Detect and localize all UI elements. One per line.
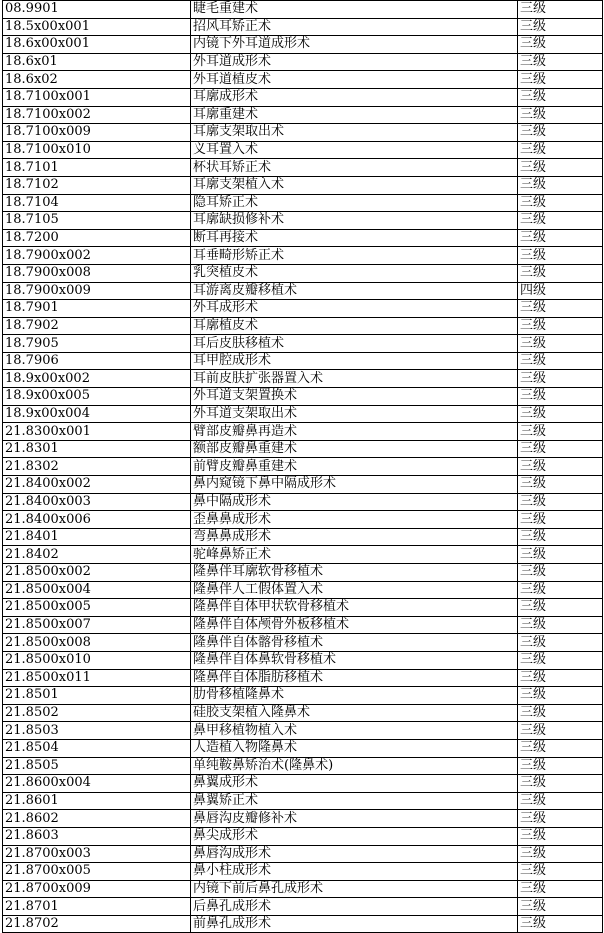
procedure-name-cell: 额部皮瓣鼻重建术 [191,440,518,458]
procedure-name-cell: 人造植入物隆鼻术 [191,739,518,757]
table-row [3,669,603,687]
surgery-grade-cell: 三级 [518,827,603,845]
surgery-grade-cell: 三级 [518,71,603,89]
table-row [3,651,603,669]
procedure-code-cell: 18.9x00x005 [3,388,191,406]
procedure-code-cell: 18.7900x009 [3,282,191,300]
surgery-grade-cell: 三级 [518,616,603,634]
surgery-grade-cell: 三级 [518,651,603,669]
procedure-name-cell: 耳廓支架植入术 [191,176,518,194]
table-row [3,792,603,810]
procedure-code-cell: 18.6x02 [3,71,191,89]
table-row [3,212,603,230]
procedure-name-cell: 鼻翼成形术 [191,775,518,793]
procedure-name-cell: 鼻唇沟皮瓣修补术 [191,810,518,828]
table-row [3,458,603,476]
surgery-grade-cell: 三级 [518,704,603,722]
surgery-grade-cell: 三级 [518,581,603,599]
table-row [3,106,603,124]
table-row [3,405,603,423]
procedure-name-cell: 隆鼻伴自体甲状软骨移植术 [191,599,518,617]
procedure-code-cell: 21.8400x002 [3,476,191,494]
table-row [3,1,603,19]
procedure-code-cell: 21.8400x003 [3,493,191,511]
procedure-name-cell: 义耳置入术 [191,141,518,159]
surgery-grade-cell: 三级 [518,564,603,582]
procedure-name-cell: 前鼻孔成形术 [191,915,518,933]
procedure-code-cell: 18.7902 [3,317,191,335]
surgery-grade-cell: 三级 [518,458,603,476]
surgery-grade-cell: 三级 [518,528,603,546]
procedure-code-cell: 21.8500x004 [3,581,191,599]
procedure-name-cell: 肋骨移植隆鼻术 [191,687,518,705]
table-row [3,476,603,494]
procedure-name-cell: 鼻中隔成形术 [191,493,518,511]
table-row [3,71,603,89]
procedure-name-cell: 隆鼻伴自体颅骨外板移植术 [191,616,518,634]
surgery-grade-cell: 三级 [518,739,603,757]
table-row [3,739,603,757]
procedure-code-cell: 21.8500x008 [3,634,191,652]
procedure-code-cell: 21.8500x005 [3,599,191,617]
table-row [3,440,603,458]
procedure-code-cell: 21.8500x010 [3,651,191,669]
procedure-name-cell: 内镜下外耳道成形术 [191,36,518,54]
procedure-name-cell: 硅胶支架植入隆鼻术 [191,704,518,722]
procedure-code-cell: 18.6x01 [3,53,191,71]
table-row [3,36,603,54]
procedure-name-cell: 外耳道支架取出术 [191,405,518,423]
table-row [3,528,603,546]
surgery-grade-cell: 三级 [518,722,603,740]
surgery-grade-cell: 三级 [518,141,603,159]
procedure-code-cell: 21.8401 [3,528,191,546]
table-row [3,845,603,863]
table-row [3,176,603,194]
table-row [3,898,603,916]
surgery-grade-cell: 三级 [518,159,603,177]
table-row [3,827,603,845]
table-row [3,317,603,335]
procedure-code-cell: 18.9x00x002 [3,370,191,388]
procedure-code-cell: 18.7900x008 [3,264,191,282]
procedure-code-cell: 18.9x00x004 [3,405,191,423]
table-row [3,775,603,793]
surgery-grade-cell: 三级 [518,335,603,353]
procedure-name-cell: 鼻翼矫正术 [191,792,518,810]
procedure-code-cell: 21.8505 [3,757,191,775]
procedure-code-cell: 21.8700x005 [3,863,191,881]
table-row [3,546,603,564]
table-row [3,810,603,828]
surgery-grade-cell: 三级 [518,176,603,194]
table-row [3,722,603,740]
table-row [3,634,603,652]
table-row [3,511,603,529]
procedure-name-cell: 耳廓支架取出术 [191,124,518,142]
procedure-code-cell: 21.8502 [3,704,191,722]
procedure-code-cell: 21.8603 [3,827,191,845]
procedure-code-cell: 08.9901 [3,1,191,19]
procedure-name-cell: 弯鼻鼻成形术 [191,528,518,546]
procedure-code-cell: 18.7101 [3,159,191,177]
procedure-name-cell: 鼻尖成形术 [191,827,518,845]
procedure-name-cell: 单纯鞍鼻矫治术(隆鼻术) [191,757,518,775]
procedure-name-cell: 驼峰鼻矫正术 [191,546,518,564]
procedure-code-cell: 18.6x00x001 [3,36,191,54]
table-row [3,704,603,722]
procedure-name-cell: 隆鼻伴人工假体置入术 [191,581,518,599]
table-body [3,1,603,933]
surgery-grade-cell: 三级 [518,212,603,230]
table-row [3,352,603,370]
surgery-grade-cell: 三级 [518,405,603,423]
surgery-grade-cell: 三级 [518,687,603,705]
procedure-code-cell: 21.8501 [3,687,191,705]
table-row [3,880,603,898]
procedure-code-cell: 21.8503 [3,722,191,740]
procedure-name-cell: 断耳再接术 [191,229,518,247]
procedure-code-cell: 21.8500x007 [3,616,191,634]
table-row [3,581,603,599]
procedure-code-cell: 18.7100x002 [3,106,191,124]
procedure-name-cell: 杯状耳矫正术 [191,159,518,177]
surgery-grade-cell: 三级 [518,247,603,265]
table-row [3,247,603,265]
table-row [3,88,603,106]
procedure-code-cell: 21.8504 [3,739,191,757]
surgery-grade-cell: 三级 [518,775,603,793]
surgery-grade-cell: 三级 [518,300,603,318]
procedure-table-container [2,0,603,933]
table-row [3,229,603,247]
procedure-code-cell: 18.7102 [3,176,191,194]
procedure-name-cell: 隆鼻伴耳廓软骨移植术 [191,564,518,582]
surgery-grade-cell: 三级 [518,264,603,282]
surgery-grade-cell: 三级 [518,599,603,617]
surgery-grade-cell: 三级 [518,388,603,406]
table-row [3,194,603,212]
procedure-name-cell: 隆鼻伴自体髂骨移植术 [191,634,518,652]
procedure-code-cell: 18.7100x001 [3,88,191,106]
procedure-code-cell: 21.8400x006 [3,511,191,529]
procedure-name-cell: 睫毛重建术 [191,1,518,19]
procedure-name-cell: 招风耳矫正术 [191,18,518,36]
surgery-grade-cell: 三级 [518,898,603,916]
table-row [3,300,603,318]
surgery-grade-cell: 三级 [518,880,603,898]
table-row [3,159,603,177]
procedure-name-cell: 耳廓缺损修补术 [191,212,518,230]
surgery-grade-cell: 三级 [518,106,603,124]
surgery-grade-cell: 三级 [518,634,603,652]
table-row [3,335,603,353]
procedure-grade-table [2,0,603,933]
surgery-grade-cell: 三级 [518,810,603,828]
procedure-name-cell: 隐耳矫正术 [191,194,518,212]
table-row [3,18,603,36]
surgery-grade-cell: 三级 [518,511,603,529]
procedure-name-cell: 耳廓重建术 [191,106,518,124]
procedure-code-cell: 18.7105 [3,212,191,230]
surgery-grade-cell: 三级 [518,863,603,881]
procedure-code-cell: 21.8402 [3,546,191,564]
table-row [3,757,603,775]
procedure-name-cell: 耳甲腔成形术 [191,352,518,370]
procedure-code-cell: 21.8700x009 [3,880,191,898]
procedure-code-cell: 18.5x00x001 [3,18,191,36]
table-row [3,493,603,511]
surgery-grade-cell: 三级 [518,1,603,19]
procedure-name-cell: 外耳道支架置换术 [191,388,518,406]
table-row [3,599,603,617]
surgery-grade-cell: 三级 [518,317,603,335]
table-row [3,282,603,300]
surgery-grade-cell: 三级 [518,493,603,511]
surgery-grade-cell: 三级 [518,792,603,810]
procedure-code-cell: 21.8700x003 [3,845,191,863]
procedure-name-cell: 耳后皮肤移植术 [191,335,518,353]
table-row [3,564,603,582]
surgery-grade-cell: 三级 [518,53,603,71]
procedure-code-cell: 18.7900x002 [3,247,191,265]
procedure-name-cell: 耳垂畸形矫正术 [191,247,518,265]
procedure-code-cell: 18.7901 [3,300,191,318]
procedure-code-cell: 21.8500x011 [3,669,191,687]
surgery-grade-cell: 三级 [518,229,603,247]
procedure-code-cell: 21.8602 [3,810,191,828]
table-row [3,616,603,634]
table-row [3,264,603,282]
procedure-code-cell: 21.8600x004 [3,775,191,793]
procedure-code-cell: 18.7100x009 [3,124,191,142]
table-row [3,124,603,142]
surgery-grade-cell: 三级 [518,440,603,458]
procedure-name-cell: 外耳道植皮术 [191,71,518,89]
procedure-code-cell: 18.7100x010 [3,141,191,159]
table-row [3,388,603,406]
table-row [3,863,603,881]
table-row [3,423,603,441]
procedure-name-cell: 耳廓植皮术 [191,317,518,335]
surgery-grade-cell: 三级 [518,476,603,494]
procedure-name-cell: 外耳道成形术 [191,53,518,71]
procedure-code-cell: 21.8701 [3,898,191,916]
procedure-name-cell: 隆鼻伴自体鼻软骨移植术 [191,651,518,669]
surgery-grade-cell: 三级 [518,370,603,388]
surgery-grade-cell: 三级 [518,194,603,212]
table-row [3,370,603,388]
surgery-grade-cell: 三级 [518,88,603,106]
procedure-name-cell: 鼻内窥镜下鼻中隔成形术 [191,476,518,494]
procedure-code-cell: 18.7104 [3,194,191,212]
procedure-code-cell: 21.8301 [3,440,191,458]
procedure-name-cell: 乳突植皮术 [191,264,518,282]
table-row [3,915,603,933]
procedure-name-cell: 耳游离皮瓣移植术 [191,282,518,300]
table-row [3,53,603,71]
surgery-grade-cell: 四级 [518,282,603,300]
procedure-code-cell: 18.7906 [3,352,191,370]
surgery-grade-cell: 三级 [518,757,603,775]
procedure-code-cell: 21.8300x001 [3,423,191,441]
surgery-grade-cell: 三级 [518,915,603,933]
procedure-name-cell: 鼻唇沟成形术 [191,845,518,863]
procedure-code-cell: 21.8601 [3,792,191,810]
procedure-code-cell: 21.8500x002 [3,564,191,582]
procedure-code-cell: 18.7905 [3,335,191,353]
procedure-code-cell: 21.8302 [3,458,191,476]
procedure-name-cell: 耳前皮肤扩张器置入术 [191,370,518,388]
procedure-code-cell: 18.7200 [3,229,191,247]
procedure-name-cell: 鼻小柱成形术 [191,863,518,881]
procedure-name-cell: 后鼻孔成形术 [191,898,518,916]
procedure-name-cell: 耳廓成形术 [191,88,518,106]
procedure-name-cell: 臂部皮瓣鼻再造术 [191,423,518,441]
procedure-name-cell: 外耳成形术 [191,300,518,318]
surgery-grade-cell: 三级 [518,669,603,687]
surgery-grade-cell: 三级 [518,124,603,142]
surgery-grade-cell: 三级 [518,18,603,36]
procedure-name-cell: 隆鼻伴自体脂肪移植术 [191,669,518,687]
surgery-grade-cell: 三级 [518,352,603,370]
surgery-grade-cell: 三级 [518,36,603,54]
procedure-name-cell: 前臂皮瓣鼻重建术 [191,458,518,476]
surgery-grade-cell: 三级 [518,423,603,441]
surgery-grade-cell: 三级 [518,546,603,564]
table-row [3,141,603,159]
procedure-name-cell: 歪鼻鼻成形术 [191,511,518,529]
surgery-grade-cell: 三级 [518,845,603,863]
procedure-name-cell: 内镜下前后鼻孔成形术 [191,880,518,898]
table-row [3,687,603,705]
procedure-name-cell: 鼻甲移植物植入术 [191,722,518,740]
procedure-code-cell: 21.8702 [3,915,191,933]
